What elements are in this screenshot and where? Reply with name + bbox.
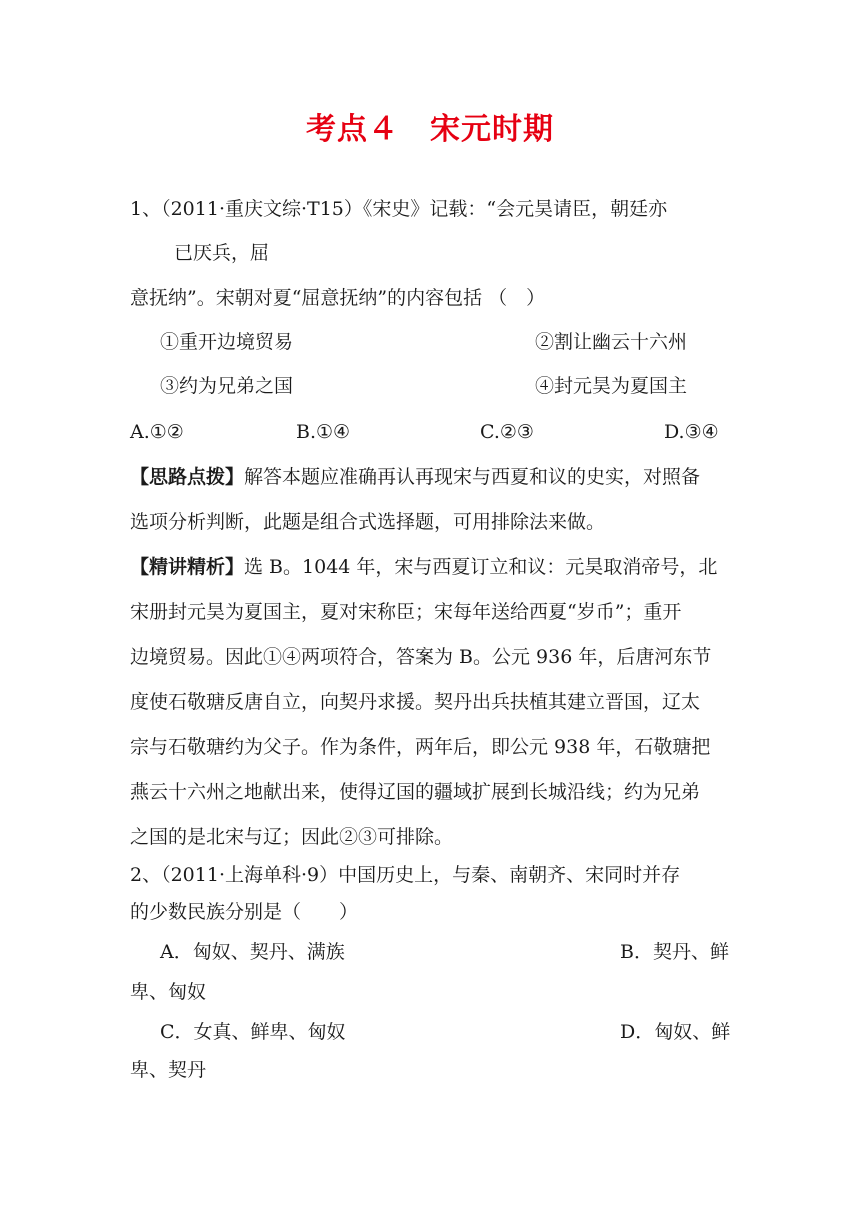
q2-stem-line-2: 的少数民族分别是（ ）: [130, 901, 359, 923]
q1-stem-line-3: 意抚纳”。宋朝对夏“屈意抚纳”的内容包括 （ ）: [130, 287, 546, 309]
q2-option-b-part-2: 卑、匈奴: [130, 981, 207, 1003]
q1-item-4: ④封元昊为夏国主: [535, 375, 688, 397]
q1-option-c: C.②③: [480, 421, 534, 443]
analysis-tag: 【精讲精析】: [130, 556, 245, 578]
q1-stem-line-1: 1、（2011·重庆文综·T15）《宋史》记载：“会元昊请臣，朝廷亦: [130, 198, 668, 220]
q1-option-a: A.①②: [130, 421, 184, 443]
q1-analysis-line-2: 宋册封元昊为夏国主，夏对宋称臣；宋每年送给西夏“岁币”；重开: [130, 601, 682, 623]
q2-option-b-part-1: B．契丹、鲜: [620, 941, 729, 963]
analysis-text-1: 选 B。1044 年，宋与西夏订立和议：元昊取消帝号，北: [244, 556, 718, 578]
page-title: 考点４ 宋元时期: [306, 112, 554, 147]
q1-option-b: B.①④: [296, 421, 351, 443]
q1-hint-line-1: [130, 465, 700, 489]
q1-item-2: ②割让幽云十六州: [535, 331, 688, 353]
q1-analysis-line-3: 边境贸易。因此①④两项符合，答案为 B。公元 936 年，后唐河东节: [130, 646, 712, 668]
q1-analysis-line-5: 宗与石敬瑭约为父子。作为条件，两年后，即公元 938 年，石敬瑭把: [130, 736, 711, 758]
q2-option-d-part-2: 卑、契丹: [130, 1059, 207, 1081]
q1-analysis-line-7: 之国的是北宋与辽；因此②③可排除。: [130, 826, 454, 848]
q2-option-d-part-1: D．匈奴、鲜: [620, 1021, 731, 1043]
q1-item-3: ③约为兄弟之国: [160, 375, 294, 397]
hint-text-1: 解答本题应准确再认再现宋与西夏和议的史实，对照备: [244, 466, 701, 488]
q1-stem-line-2: 已厌兵，屈: [174, 242, 270, 264]
q2-stem-line-1: 2、（2011·上海单科·9）中国历史上，与秦、南朝齐、宋同时并存: [130, 864, 681, 886]
q1-analysis-line-1: [130, 555, 717, 579]
q1-item-1: ①重开边境贸易: [160, 331, 294, 353]
q1-option-d: D.③④: [664, 421, 719, 443]
q1-analysis-line-6: 燕云十六州之地献出来，使得辽国的疆域扩展到长城沿线；约为兄弟: [130, 781, 701, 803]
q1-analysis-line-4: 度使石敬瑭反唐自立，向契丹求援。契丹出兵扶植其建立晋国，辽太: [130, 691, 701, 713]
q2-option-a: A．匈奴、契丹、满族: [160, 941, 345, 963]
hint-tag: 【思路点拨】: [130, 466, 245, 488]
q1-hint-line-2: 选项分析判断，此题是组合式选择题，可用排除法来做。: [130, 511, 606, 533]
q2-option-c: C．女真、鲜卑、匈奴: [160, 1021, 346, 1043]
